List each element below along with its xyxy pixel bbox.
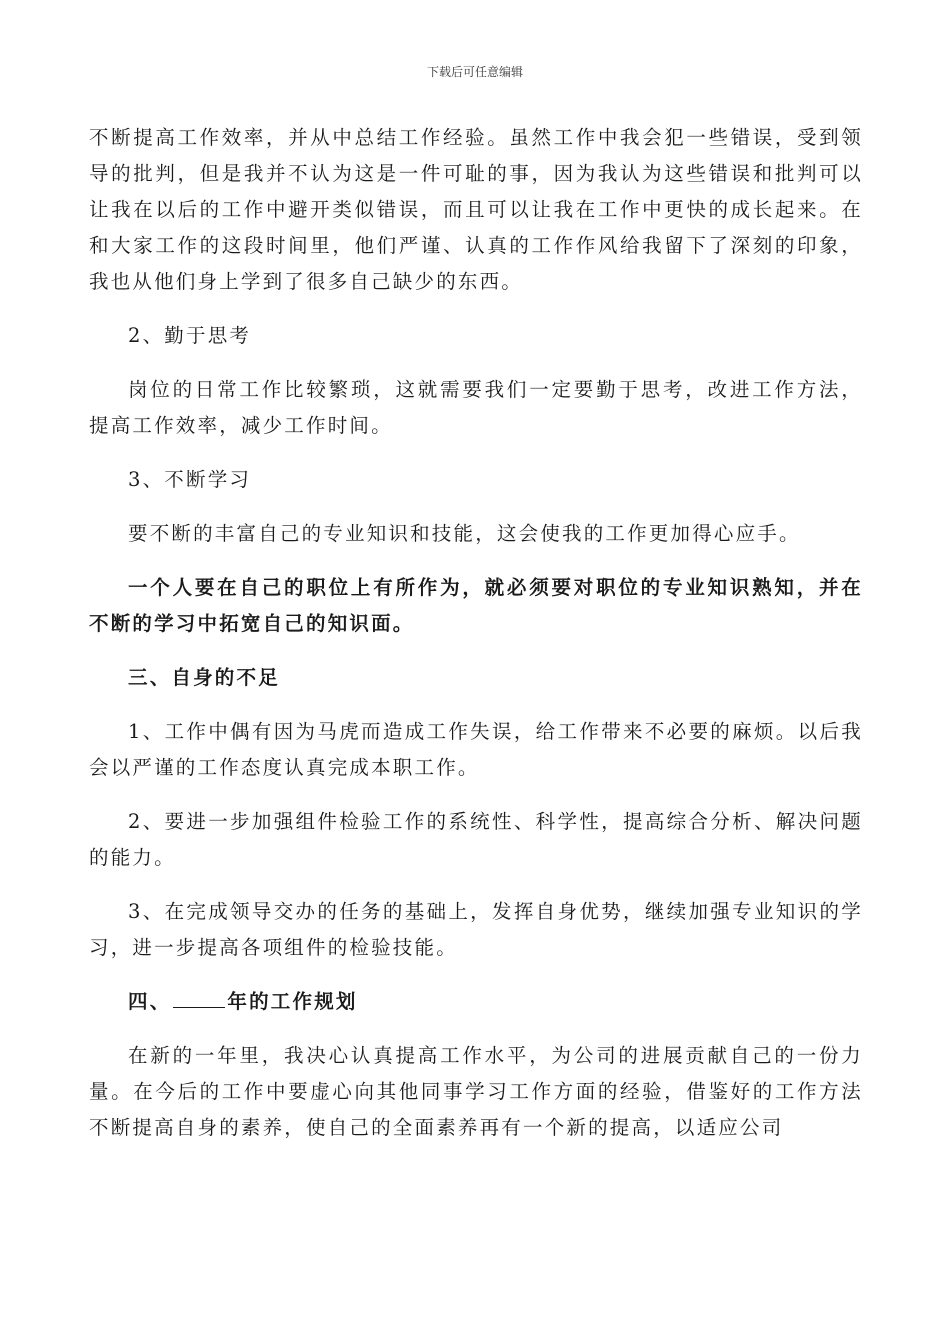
heading-think-diligently: 2、勤于思考 [128,324,252,347]
heading-shortcomings: 三、自身的不足 [128,666,280,689]
paragraph-work-plan: 在新的一年里，我决心认真提高工作水平，为公司的进展贡献自己的一份力量。在今后的工作中要虚心向其他同事学习工作方面的经验，借鉴好的工作方法 不断提高自身的素养，使自己的全面素养再有一个新的提高，以适应公司 [89,1044,863,1139]
paragraph-think-diligently: 岗位的日常工作比较繁琐，这就需要我们一定要勤于思考，改进工作方法，提高工作效率，减少工作时间。 [89,378,863,437]
paragraph-professional-knowledge: 一个人要在自己的职位上有所作为，就必须要对职位的专业知识熟知，并在不断的学习中拓宽自己的知识面。 [89,576,863,635]
paragraph-shortcoming-1: 1、工作中偶有因为马虎而造成工作失误，给工作带来不必要的麻烦。以后我会以严谨的工作态度认真完成本职工作。 [89,720,863,779]
year-blank-line [173,989,225,1008]
heading-work-plan-prefix: 四、 [128,990,172,1013]
paragraph-work-experience: 不断提高工作效率，并从中总结工作经验。虽然工作中我会犯一些错误，受到领导的批判，但是我并不认为这是一件可耻的事，因为我认为这些错误和批判可以让我在以后的工作中避开类似错误，而且可以让我在工作中更快的成长起来。在和大家工作的这段时间里，他们严谨、认真的工作作风给我留下了深刻的印象，我也从他们身上学到了很多自己缺少的东西。 [89,126,863,293]
paragraph-keep-learning: 要不断的丰富自己的专业知识和技能，这会使我的工作更加得心应手。 [128,522,801,545]
paragraph-shortcoming-3: 3、在完成领导交办的任务的基础上，发挥自身优势，继续加强专业知识的学习，进一步提高各项组件的检验技能。 [89,900,863,959]
heading-work-plan-suffix: 年的工作规划 [227,990,358,1013]
page-header: 下载后可任意编辑 [426,65,523,79]
paragraph-shortcoming-2: 2、要进一步加强组件检验工作的系统性、科学性，提高综合分析、解决问题的能力。 [89,810,863,869]
heading-keep-learning: 3、不断学习 [128,468,252,491]
heading-work-plan [89,984,863,1020]
document-body [89,120,863,1164]
